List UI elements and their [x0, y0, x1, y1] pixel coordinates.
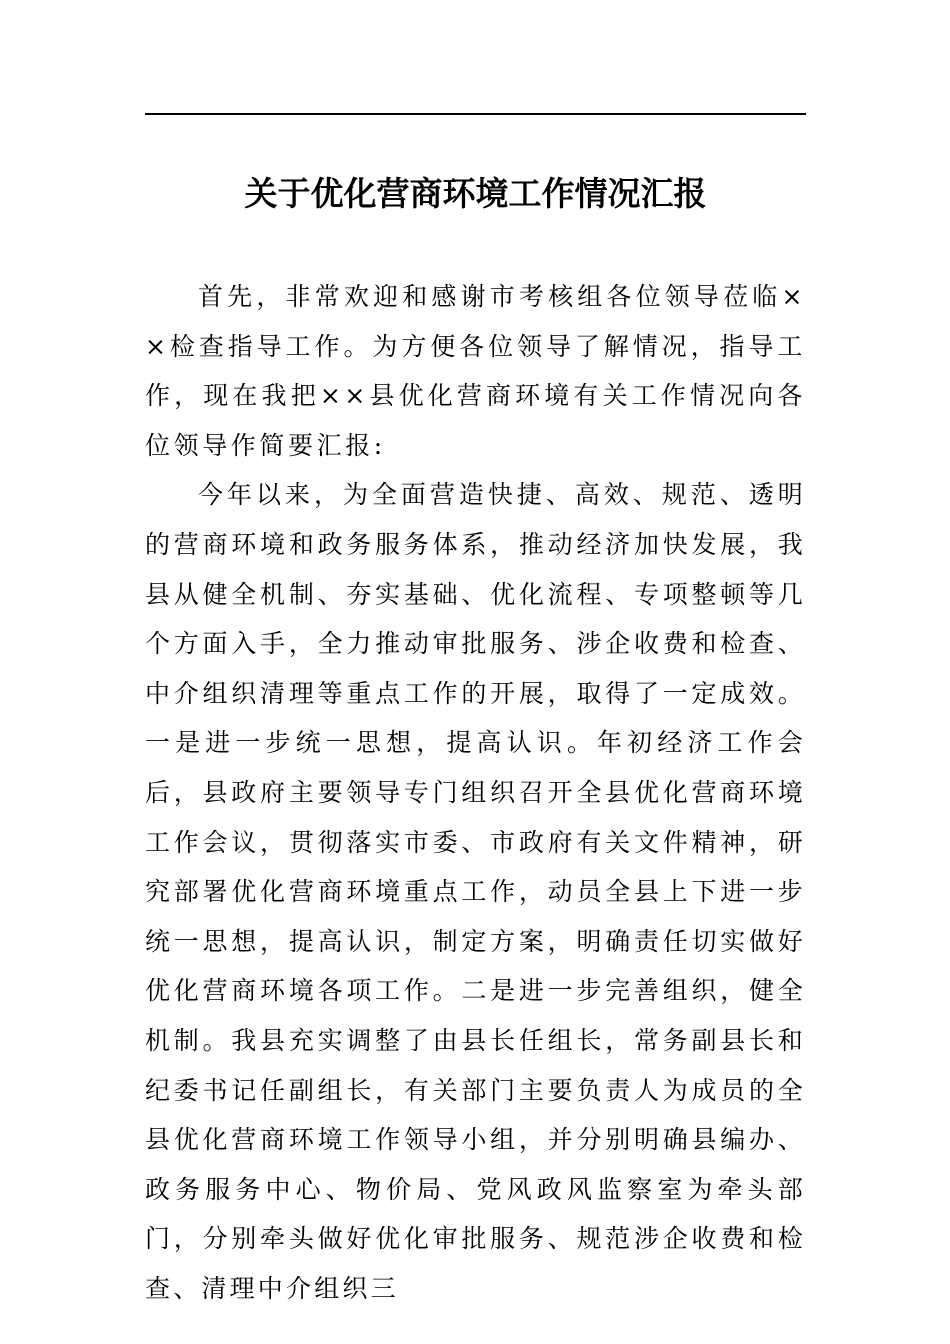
header-rule — [145, 113, 806, 115]
paragraph-main: 今年以来，为全面营造快捷、高效、规范、透明的营商环境和政务服务体系，推动经济加快发展，我县从健全机制、夯实基础、优化流程、专项整顿等几个方面入手，全力推动审批服务、涉企收费和检查、中介组织清理等重点工作的开展，取得了一定成效。一是进一步统一思想，提高认识。年初经济工作会后，县政府主要领导专门组织召开全县优化营商环境工作会议，贯彻落实市委、市政府有关文件精神，研究部署优化营商环境重点工作，动员全县上下进一步统一思想，提高认识，制定方案，明确责任切实做好优化营商环境各项工作。二是进一步完善组织，健全机制。我县充实调整了由县长任组长，常务副县长和纪委书记任副组长，有关部门主要负责人为成员的全县优化营商环境工作领导小组，并分别明确县编办、政务服务中心、物价局、党风政风监察室为牵头部门，分别牵头做好优化审批服务、规范涉企收费和检查、清理中介组织三 — [145, 480, 806, 1303]
paragraph-intro: 首先，非常欢迎和感谢市考核组各位领导莅临××检查指导工作。为方便各位领导了解情况，指导工作，现在我把××县优化营商环境有关工作情况向各位领导作简要汇报: — [145, 282, 806, 460]
document-body — [145, 272, 806, 1313]
document-title: 关于优化营商环境工作情况汇报 — [244, 174, 707, 213]
